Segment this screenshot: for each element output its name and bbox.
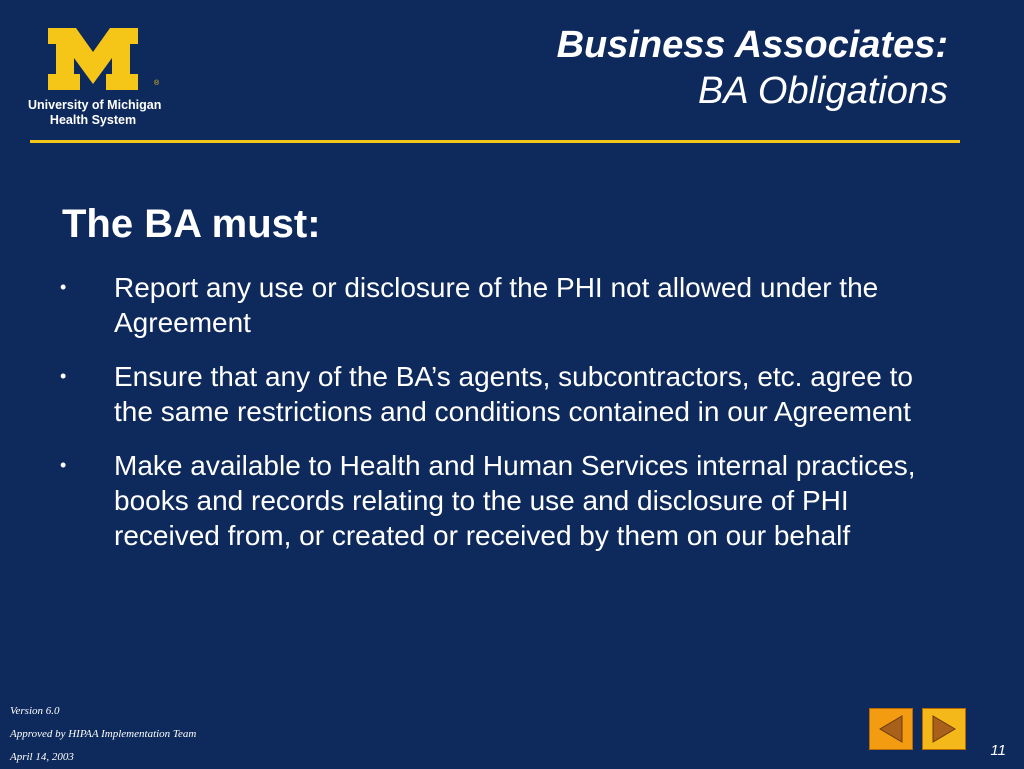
footer-date: April 14, 2003 bbox=[10, 751, 74, 763]
bullet-icon: • bbox=[60, 366, 67, 386]
bullet-text: Ensure that any of the BA’s agents, subcontractors, etc. agree to the same restrictions and conditions contained in our Agreement bbox=[114, 361, 913, 427]
bullet-icon: • bbox=[60, 277, 67, 297]
footer bbox=[10, 700, 196, 769]
bullet-item bbox=[56, 359, 936, 429]
content-heading: The BA must: bbox=[62, 202, 321, 246]
title-main: Business Associates: bbox=[556, 24, 948, 66]
slide-title bbox=[557, 22, 948, 114]
triangle-left-icon bbox=[876, 714, 906, 744]
title-sub: BA Obligations bbox=[698, 70, 948, 112]
bullet-list bbox=[56, 270, 936, 572]
bullet-icon: • bbox=[60, 455, 67, 475]
bullet-text: Report any use or disclosure of the PHI not allowed under the Agreement bbox=[114, 272, 879, 338]
footer-version: Version 6.0 bbox=[10, 705, 60, 717]
logo-text bbox=[28, 98, 162, 128]
bullet-item bbox=[56, 448, 936, 553]
title-divider bbox=[30, 140, 960, 143]
previous-slide-button[interactable] bbox=[869, 708, 913, 750]
logo bbox=[28, 28, 162, 130]
footer-approved: Approved by HIPAA Implementation Team bbox=[10, 728, 197, 740]
block-m-logo-icon bbox=[48, 28, 138, 92]
next-slide-button[interactable] bbox=[922, 708, 966, 750]
bullet-item bbox=[56, 270, 936, 340]
registered-mark-icon: ® bbox=[154, 80, 160, 87]
bullet-text: Make available to Health and Human Services internal practices, books and records relating to the use and disclosure of PHI received from, or created or received by them on our behalf bbox=[114, 450, 916, 551]
triangle-right-icon bbox=[929, 714, 959, 744]
logo-line-1: University of Michigan bbox=[28, 98, 162, 112]
logo-line-2: Health System bbox=[49, 113, 137, 127]
page-number: 11 bbox=[990, 742, 1006, 759]
